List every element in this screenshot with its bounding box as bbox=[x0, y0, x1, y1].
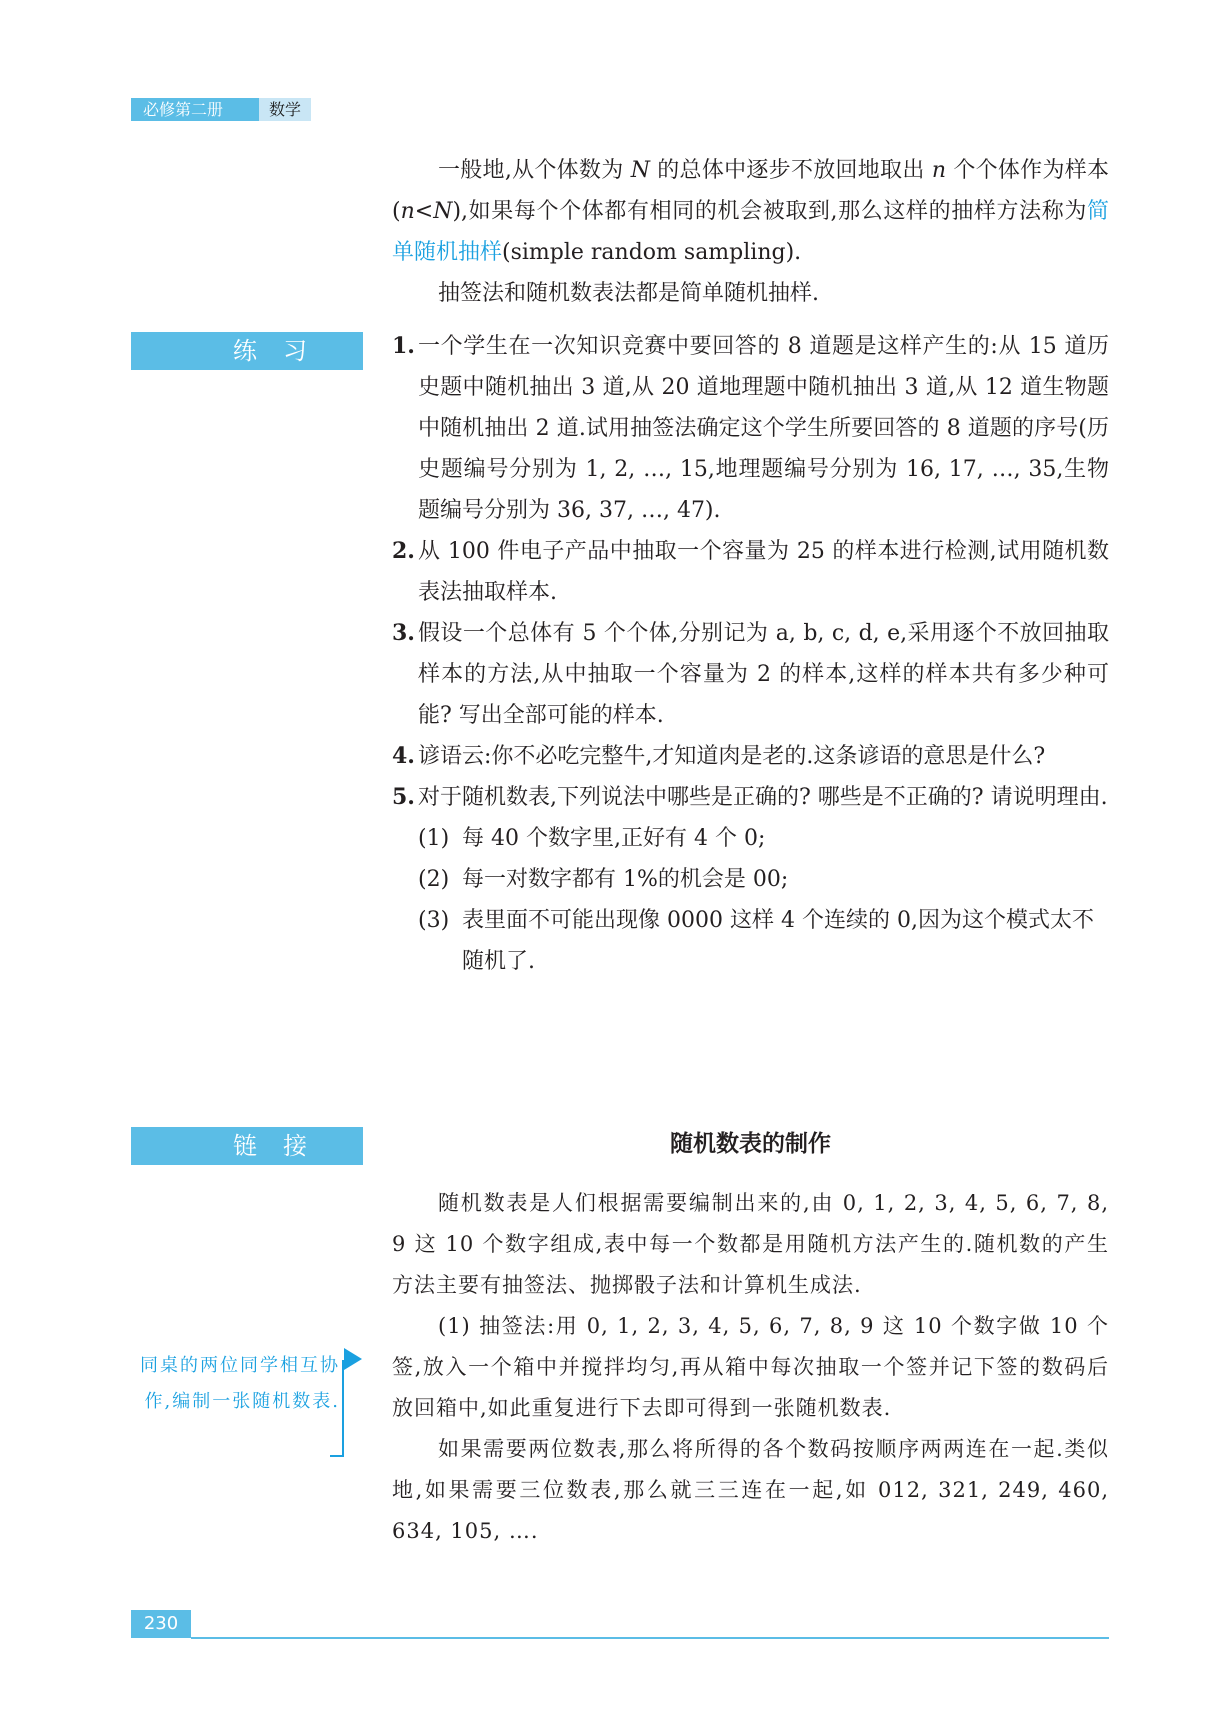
practice-list bbox=[392, 326, 1109, 982]
intro-paragraph-2: 抽签法和随机数表法都是简单随机抽样. bbox=[438, 281, 819, 306]
list-item: 1. 一个学生在一次知识竞赛中要回答的 8 道题是这样产生的:从 15 道历史题中随机抽出 3 道,从 20 道地理题中随机抽出 3 道,从 12 道生物题中随机抽出 2 道.试用抽签法确定这个学生所要回答的 8 道题的序号(历史题编号分别为 1, 2, …, 15,地理题编号分别为 16, 17, …, 35,生物题编号分别为 36, 37, …, 47). bbox=[392, 333, 1109, 523]
sub-item: (1) 每 40 个数字里,正好有 4 个 0; bbox=[418, 826, 766, 851]
practice-label: 练习 bbox=[131, 332, 363, 370]
link-paragraph-2: (1) 抽签法:用 0, 1, 2, 3, 4, 5, 6, 7, 8, 9 这 10 个数字做 10 个签,放入一个箱中并搅拌均匀,再从箱中每次抽取一个签并记下签的数码后放回箱中,如此重复进行下去即可得到一张随机数表. bbox=[392, 1314, 1109, 1420]
list-item: 5. 对于随机数表,下列说法中哪些是正确的? 哪些是不正确的? 请说明理由. bbox=[392, 784, 1108, 810]
intro-section bbox=[392, 150, 1109, 314]
header-tag bbox=[131, 98, 311, 121]
list-item: 2. 从 100 件电子产品中抽取一个容量为 25 的样本进行检测,试用随机数表法抽取样本. bbox=[392, 538, 1110, 605]
book-label: 必修第二册 bbox=[131, 98, 259, 121]
list-item: 4. 谚语云:你不必吃完整牛,才知道肉是老的.这条谚语的意思是什么? bbox=[392, 743, 1046, 769]
page-number: 230 bbox=[131, 1610, 191, 1638]
link-paragraph-3: 如果需要两位数表,那么将所得的各个数码按顺序两两连在一起.类似地,如果需要三位数表,那么就三三连在一起,如 012, 321, 249, 460, 634, 105, …. bbox=[392, 1437, 1109, 1543]
list-item: 3. 假设一个总体有 5 个个体,分别记为 a, b, c, d, e,采用逐个不放回抽取样本的方法,从中抽取一个容量为 2 的样本,这样的样本共有多少种可能? 写出全部可能的样本. bbox=[392, 620, 1109, 728]
side-note: 同桌的两位同学相互协作,编制一张随机数表. bbox=[140, 1355, 340, 1412]
pointer-arrow-icon bbox=[344, 1348, 362, 1370]
intro-paragraph-1: 一般地,从个体数为 N 的总体中逐步不放回地取出 n 个个体作为样本(n<N),如果每个个体都有相同的机会被取到,那么这样的抽样方法称为简单随机抽样(simple random sampling). bbox=[392, 158, 1109, 265]
link-label: 链接 bbox=[131, 1127, 363, 1165]
link-paragraph-1: 随机数表是人们根据需要编制出来的,由 0, 1, 2, 3, 4, 5, 6, 7, 8, 9 这 10 个数字组成,表中每一个数都是用随机方法产生的.随机数的产生方法主要有抽签法、抛掷骰子法和计算机生成法. bbox=[392, 1191, 1109, 1297]
side-note-bracket bbox=[342, 1360, 344, 1456]
link-section bbox=[392, 1183, 1109, 1552]
subject-label: 数学 bbox=[259, 98, 311, 121]
side-note-bracket-foot bbox=[330, 1455, 344, 1457]
sub-item: (2) 每一对数字都有 1%的机会是 00; bbox=[418, 867, 789, 892]
sub-item: (3) 表里面不可能出现像 0000 这样 4 个连续的 0,因为这个模式太不随机了. bbox=[418, 908, 1094, 974]
term-highlight: 简单随机抽样 bbox=[392, 199, 1109, 265]
footer-rule bbox=[191, 1637, 1109, 1639]
section-title: 随机数表的制作 bbox=[670, 1131, 831, 1157]
